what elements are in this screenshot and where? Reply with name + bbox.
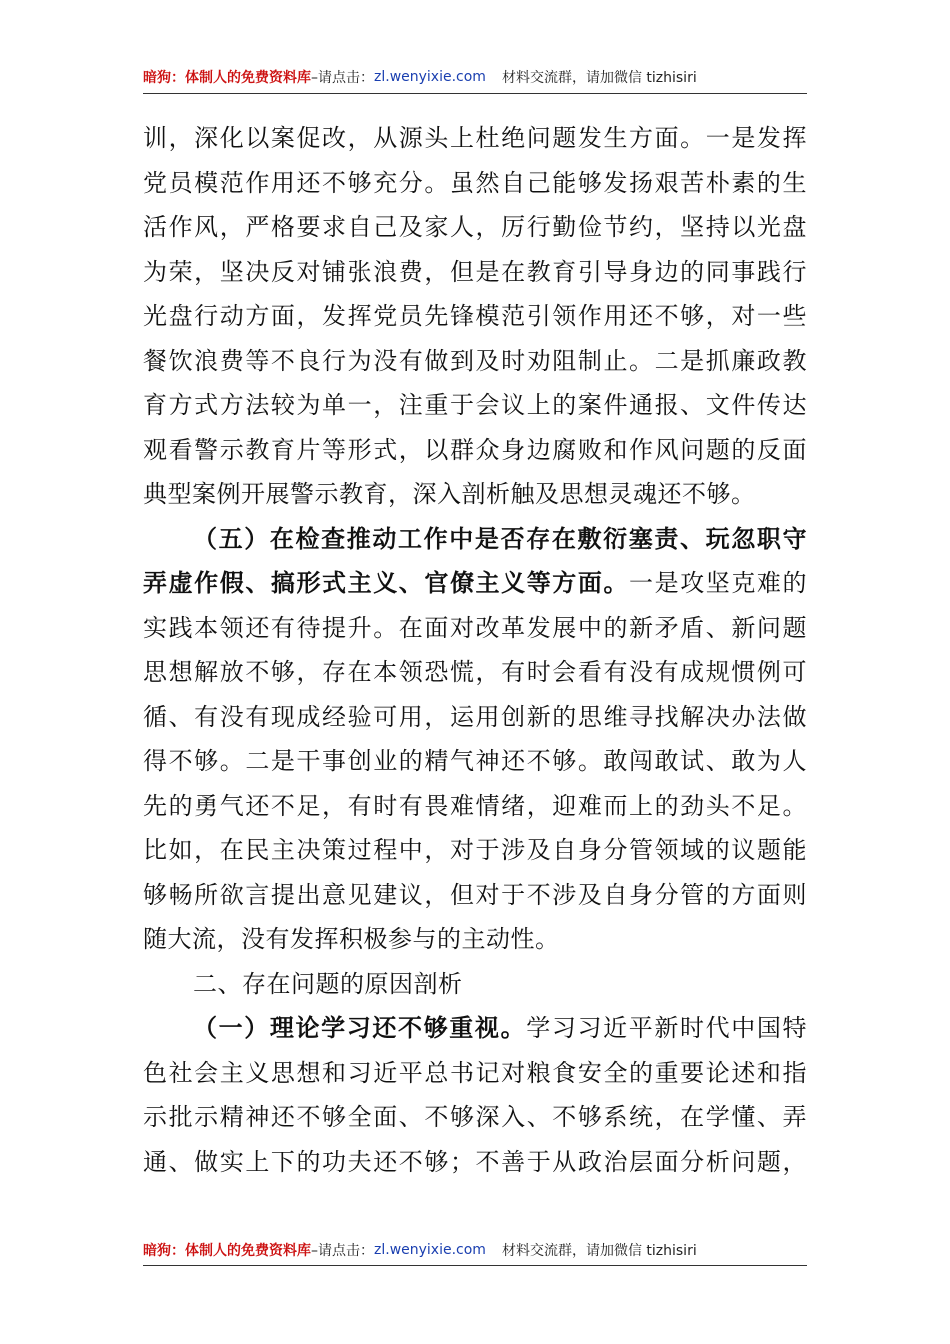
section-heading-5-cont: 弄虚作假、搞形式主义、官僚主义等方面。 [143,568,630,597]
body-line: 得不够。二是干事创业的精气神还不够。敢闯敢试、敢为人 [143,747,807,775]
document-body [143,116,807,1184]
section-heading-5: （五）在检查推动工作中是否存在敷衍塞责、玩忽职守 [193,523,807,553]
body-line: 思想解放不够，存在本领恐慌，有时会看有没有成规惯例可 [143,658,807,686]
banner-lead: –请点击： [311,1243,374,1259]
body-line [143,1006,807,1051]
banner-link[interactable]: zl.wenyixie.com [374,69,486,85]
body-line: 餐饮浪费等不良行为没有做到及时劝阻制止。二是抓廉政教 [143,346,807,375]
body-line: 观看警示教育片等形式，以群众身边腐败和作风问题的反面 [143,435,807,464]
banner-contact: 材料交流群，请加微信 tizhisiri [501,70,697,86]
body-line: 训，深化以案促改，从源头上杜绝问题发生方面。一是发挥 [143,124,807,152]
body-line: 比如，在民主决策过程中，对于涉及自身分管领域的议题能 [143,836,807,864]
body-line: 为荣，坚决反对铺张浪费，但是在教育引导身边的同事践行 [143,257,807,286]
banner-lead: –请点击： [311,70,374,86]
section-title: 二、存在问题的原因剖析 [193,969,463,998]
header-rule [143,93,807,94]
banner-contact: 材料交流群，请加微信 tizhisiri [501,1243,697,1259]
subsection-heading-1: （一）理论学习还不够重视。 [193,1013,527,1042]
footer-banner [143,1237,807,1263]
body-line: 育方式方法较为单一，注重于会议上的案件通报、文件传达 [143,391,807,419]
body-line: 活作风，严格要求自己及家人，厉行勤俭节约，坚持以光盘 [143,213,807,241]
body-line [143,561,807,606]
banner-link[interactable]: zl.wenyixie.com [374,1242,486,1258]
body-line: 实践本领还有待提升。在面对改革发展中的新矛盾、新问题 [143,613,807,642]
body-line: 通、做实上下的功夫还不够；不善于从政治层面分析问题， [143,1147,807,1176]
body-line: 够畅所欲言提出意见建议，但对于不涉及自身分管的方面则 [143,880,807,909]
body-line: 先的勇气还不足，有时有畏难情绪，迎难而上的劲头不足。 [143,791,807,820]
body-line: 党员模范作用还不够充分。虽然自己能够发扬艰苦朴素的生 [143,168,807,197]
body-line: 示批示精神还不够全面、不够深入、不够系统，在学懂、弄 [143,1103,807,1131]
body-line: 典型案例开展警示教育，深入剖析触及思想灵魂还不够。 [143,480,756,508]
header-banner [143,64,807,90]
banner-brand: 暗狗：体制人的免费资料库 [143,70,311,86]
footer-rule [143,1265,807,1266]
body-line: 随大流，没有发挥积极参与的主动性。 [143,925,560,953]
body-text: 一是攻坚克难的 [629,569,807,597]
body-line: 光盘行动方面，发挥党员先锋模范引领作用还不够，对一些 [143,302,807,330]
body-line: 循、有没有现成经验可用，运用创新的思维寻找解决办法做 [143,702,807,731]
banner-brand: 暗狗：体制人的免费资料库 [143,1243,311,1259]
body-text: 学习习近平新时代中国特 [526,1014,807,1042]
body-line: 色社会主义思想和习近平总书记对粮食安全的重要论述和指 [143,1058,807,1087]
